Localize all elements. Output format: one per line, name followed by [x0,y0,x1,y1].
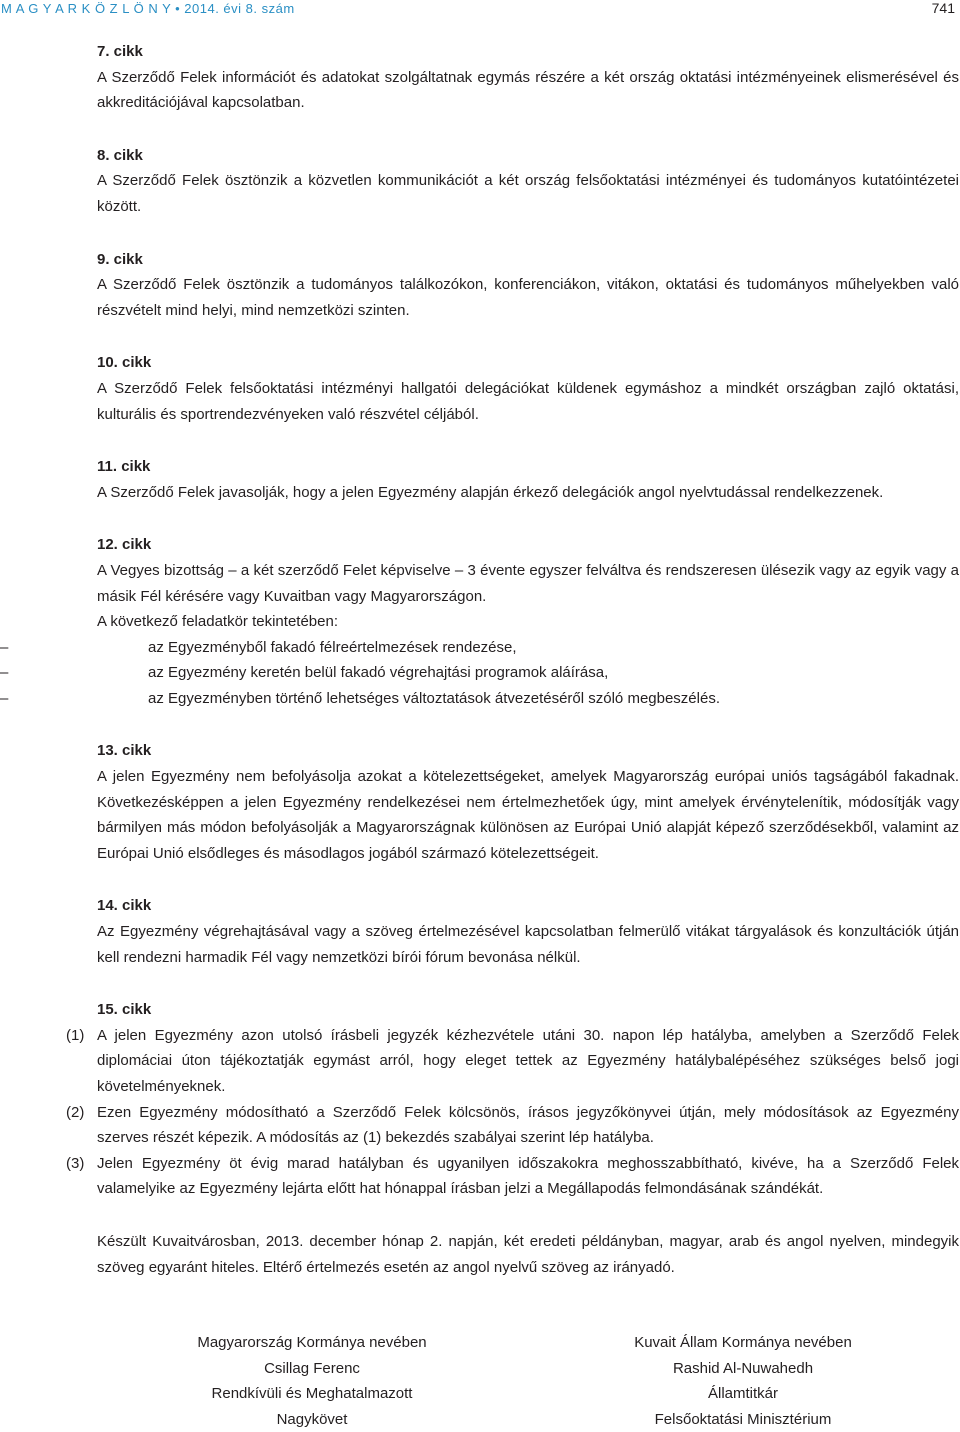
paragraph-text: Jelen Egyezmény öt évig marad hatályban és ugyanilyen időszakokra meghosszabbítható, kivéve, ha a Szerződő Felek valamelyike az Egyezmény lejárta előtt hat hónappal írásban jelzi a Megállapodás felmondásának szándékát. [97,1154,959,1198]
list-item [0,660,959,686]
task-list [0,635,959,712]
paragraph-text: A jelen Egyezmény azon utolsó írásbeli jegyzék kézhezvétele utáni 30. napon lép hatályba, amelyben a Szerződő Felek diplomáciai úton tájékoztatják egymást arról, hogy eleget tettek az Egyezmény hatálybalépéséhez szükséges belső jogi követelményeknek. [97,1026,959,1095]
signature-kuwait [563,1330,923,1432]
signatory-title: Rendkívüli és Meghatalmazott [211,1385,413,1403]
article-10 [97,350,959,427]
article-paragraph: A Szerződő Felek javasolják, hogy a jelen Egyezmény alapján érkező delegációk angol nyelvtudással rendelkezzenek. [97,483,884,501]
article-paragraph: A Szerződő Felek ösztönzik a közvetlen kommunikációt a két ország felsőoktatási intézményei és tudományos kutatóintézetei között. [97,172,959,215]
article-11 [97,454,959,505]
list-item-text: az Egyezményben történő lehetséges változtatások átvezetéséről szóló megbeszélés. [148,689,720,707]
article-paragraph: A Szerződő Felek felsőoktatási intézményi hallgatói delegációkat küldenek egymáshoz a mindkét országban zajló oktatási, kulturális és sportrendezvényeken való részvétel céljából. [97,379,959,423]
article-heading: 13. cikk [97,742,152,760]
list-item [0,686,959,712]
article-heading: 8. cikk [97,146,143,164]
publication-title: M A G Y A R K Ö Z L Ö N Y • 2014. évi 8. szám [1,1,295,16]
article-heading: 9. cikk [97,250,143,268]
signatory-name: Rashid Al-Nuwahedh [672,1359,814,1377]
signatory-on-behalf: Kuvait Állam Kormánya nevében [634,1334,852,1351]
paragraph-text: Ezen Egyezmény módosítható a Szerződő Felek kölcsönös, írásos jegyzőkönyvei útján, mely módosítások az Egyezmény szerves részét képezik. A módosítás az (1) bekezdés szabályai szerint lép hatályba. [97,1103,959,1147]
article-paragraph: A következő feladatkör tekintetében: [97,613,338,631]
page-header [0,0,960,24]
article-15 [66,997,959,1202]
signatory-title: Államtitkár [707,1385,778,1403]
article-12 [0,532,959,711]
article-7 [97,39,959,116]
numbered-paragraphs [66,1023,959,1202]
paragraph-number: (2) [66,1103,85,1121]
numbered-paragraph [66,1100,959,1151]
numbered-paragraph [66,1151,959,1202]
paragraph-number: (1) [66,1026,85,1044]
signatory-on-behalf: Magyarország Kormánya nevében [197,1334,427,1351]
article-paragraph: Az Egyezmény végrehajtásával vagy a szöveg értelmezésével kapcsolatban felmerülő vitákat tárgyalások és konzultációk útján kell rendezni harmadik Fél vagy nemzetközi bírói fórum bevonása nélkül. [97,923,959,966]
article-heading: 15. cikk [97,1001,152,1019]
article-14 [97,893,959,970]
article-paragraph: A jelen Egyezmény nem befolyásolja azokat a kötelezettségeket, amelyek Magyarország európai uniós tagságából fakadnak. Következésképpen a jelen Egyezmény rendelkezései nem értelmezhetőek úgy, mint amelyek érvénytelenítik, módosítják vagy bármilyen más módon befolyásolják a Magyarországnak különösen az Európai Unió alapját képező szerződésekből, valamint az Európai Unió elsődleges és másodlagos jogából származó kötelezettségeit. [97,768,959,862]
dash-bullet: – [0,664,9,682]
article-13 [97,738,959,866]
signatory-title: Nagykövet [276,1410,348,1428]
article-paragraph: A Szerződő Felek információt és adatokat szolgáltatnak egymás részére a két ország oktatási intézményeinek elismerésével és akkreditációjával kapcsolatban. [97,68,959,112]
list-item-text: az Egyezményből fakadó félreértelmezések rendezése, [148,638,517,656]
article-heading: 10. cikk [97,354,152,372]
article-8 [97,143,959,220]
article-9 [97,247,959,324]
signature-hungary [132,1330,492,1432]
list-item [0,635,959,661]
dash-bullet: – [0,638,9,656]
article-paragraph: A Vegyes bizottság – a két szerződő Felet képviselve – 3 évente egyszer felváltva és rendszeresen ülésezik vagy az egyik vagy a másik Fél kérésére vagy Kuvaitban vagy Magyarországon. [97,561,959,605]
dash-bullet: – [0,689,9,707]
article-heading: 7. cikk [97,43,143,60]
article-heading: 14. cikk [97,897,152,915]
list-item-text: az Egyezmény keretén belül fakadó végrehajtási programok aláírása, [148,664,609,682]
numbered-paragraph [66,1023,959,1100]
document-body [0,39,959,1280]
page-number: 741 [931,0,955,16]
signatory-title: Felsőoktatási Minisztérium [654,1410,832,1428]
paragraph-number: (3) [66,1154,85,1172]
article-paragraph: A Szerződő Felek ösztönzik a tudományos találkozókon, konferenciákon, vitákon, oktatási és tudományos műhelyekben való részvételt mind helyi, mind nemzetközi szinten. [97,276,959,319]
article-heading: 11. cikk [97,458,151,476]
closing-statement: Készült Kuvaitvárosban, 2013. december hónap 2. napján, két eredeti példányban, magyar, arab és angol nyelven, mindegyik szöveg egyaránt hiteles. Eltérő értelmezés esetén az angol nyelvű szöveg az irányadó. [97,1232,959,1276]
article-heading: 12. cikk [97,536,152,554]
signatory-name: Csillag Ferenc [264,1359,360,1377]
